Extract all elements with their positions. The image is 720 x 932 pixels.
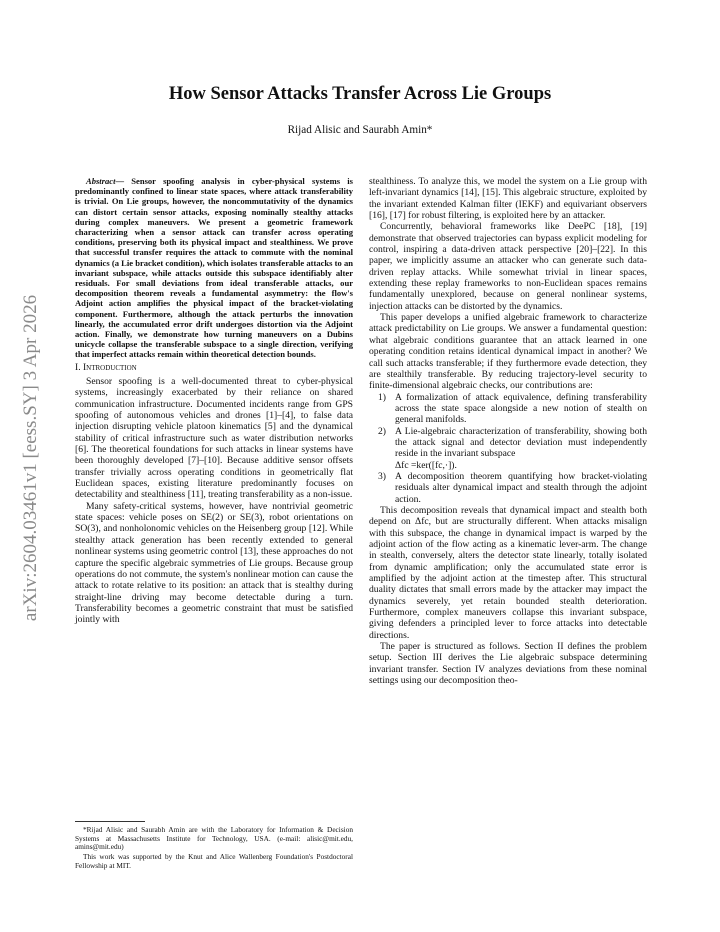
intro-paragraph: Sensor spoofing is a well-documented threat to cyber-physical systems, increasingly exacerbated by their reliance on shared communication infrastructure. Documented incidents range from GPS spoofing of autonomous vehicles and drones [1]–[4], to false data injection disrupting vehicle platoon kinematics [5] and the dynamical stability of critical infrastructure such as water distribution networks [6]. The theoretical foundations for such attacks in linear systems have been thoroughly developed [7]–[10]. Because additive sensor offsets transfer trivially across operating conditions in geometrically flat Euclidean spaces, existing literature predominantly focuses on detectability and stealthiness [11], treating transferability as a non-issue.	[75, 376, 353, 501]
contribution-text: A decomposition theorem quantifying how bracket-violating residuals alter dynamical impact and stealth through the adjoint action.	[395, 470, 647, 505]
body-paragraph: stealthiness. To analyze this, we model the system on a Lie group with left-invariant dynamics [14], [15]. This algebraic structure, exploited by the invariant extended Kalman filter (IEKF) and equivariant observers [16], [17] for robust filtering, is exploited here by an attacker.	[369, 176, 647, 222]
contribution-text: A Lie-algebraic characterization of transferability, showing both the attack signal and detector deviation must independently reside in the invariant subspace	[395, 425, 647, 460]
contribution-text: A formalization of attack equivalence, defining transferability across the state space alongside a new notion of stealth on general manifolds.	[395, 391, 647, 426]
body-paragraph: This decomposition reveals that dynamical impact and stealth both depend on Δfc, but are structurally different. When attacks misalign with this subspace, the change in dynamical impact is warped by the adjoint action of the flow acting as a kinematic lever-arm. The change in stealth, conversely, alters the detector state linearly, totally isolated from dynamic amplification; only the accumulated state error is amplified by the adjoint action at the timestep after. This structural duality dictates that small errors made by the attacker may impact the dynamics severely, yet retain bounded stealth deterioration. Furthermore, complex maneuvers collapse this invariant subspace, giving defenders a principled lever to force attacks into detectable directions.	[369, 504, 647, 641]
footnote-rule	[75, 821, 145, 822]
paper-title: How Sensor Attacks Transfer Across Lie Groups	[168, 84, 552, 104]
contribution-list	[369, 392, 647, 505]
body-paragraph: This paper develops a unified algebraic framework to characterize attack predictability on Lie groups. We answer a fundamental question: what algebraic conditions guarantee that an attack learned in one operating condition retains identical dynamical impact in another? We call such attacks transferable; if they furthermore evade detection, they are stealthily transferable. By reducing trajectory-level security to finite-dimensional algebraic checks, our contributions are:	[369, 312, 647, 392]
contribution-item	[369, 471, 647, 505]
intro-paragraph: Many safety-critical systems, however, have nontrivial geometric state spaces: vehicle poses on SE(2) or SE(3), robot orientations on SO(3), and nonholonomic vehicles on the Heisenberg group [12]. While stealthy attack generation has been recently extended to general nonlinear systems using geometric control [13], these approaches do not capture the specific algebraic symmetries of Lie groups. Because group operations do not commute, the system's nonlinear motion can cause the attack to rotate relative to its position: an attack that is stealthy during straight-line driving may become detectable during a turn. Transferability becomes a geometric constraint that must be satisfied jointly with	[75, 500, 353, 626]
abstract-text: — Sensor spoofing analysis in cyber-physical systems is predominantly confined to linear state spaces, where attack transferability is trivial. On Lie groups, however, the noncommutativity of the dynamics can distort certain sensor attacks, exposing nominally stealthy attacks during complex maneuvers. We present a geometric framework characterizing when a sensor attack can transfer across operating conditions, preserving both its physical impact and stealthiness. We prove that successful transfer requires the attack to commute with the nominal dynamics (a Lie bracket condition), which isolates transferable attacks to an invariant subspace, while attacks outside this subspace identifiably alter residuals. For small deviations from ideal transferable attacks, our decomposition theorem reveals a fundamental asymmetry: the flow's Adjoint action amplifies the physical impact of the bracket-violating component. Furthermore, although the attack perturbs the innovation linearly, the accumulated error drift undergoes distortion via the Adjoint action. Finally, we demonstrate how turning maneuvers on a Dubins unicycle collapse the transferable subspace to a single direction, verifying that imperfect attacks remain within theoretical detection bounds.	[75, 176, 353, 360]
arxiv-identifier: arXiv:2604.03461v1 [eess.SY] 3 Apr 2026	[20, 294, 41, 622]
footnote-affiliation: *Rijad Alisic and Saurabh Amin are with the Laboratory for Information & Decision Systems at Massachusetts Institute for Technology, USA. (e-mail: alisic@mit.edu, amins@mit.edu)	[75, 825, 353, 852]
footnotes	[75, 821, 353, 872]
contribution-number: 1)	[378, 391, 386, 403]
contribution-item	[369, 392, 647, 426]
paper-authors: Rijad Alisic and Saurabh Amin*	[287, 124, 433, 136]
abstract	[75, 176, 353, 360]
right-column	[369, 176, 647, 686]
body-paragraph: Concurrently, behavioral frameworks like DeePC [18], [19] demonstrate that observed trajectories can bypass explicit modeling for control, inspiring a data-driven attack perspective [20]–[22]. In this paper, we implicitly assume an attacker who can generate such data-driven replay attacks. While somewhat trivial in linear spaces, extending these replay frameworks to non-Euclidean spaces remains fundamentally unexplored, because on general nonlinear systems, injection attacks can be distorted by the dynamics.	[369, 221, 647, 312]
contribution-number: 3)	[378, 470, 386, 482]
contribution-math: Δfc =ker([fc,·]).	[395, 459, 457, 471]
section-heading-introduction: I. Introduction	[75, 361, 137, 373]
abstract-label: Abstract	[86, 176, 116, 186]
arxiv-side-stamp	[8, 258, 54, 658]
left-column	[75, 176, 353, 626]
contribution-number: 2)	[378, 425, 386, 437]
footnote-funding: This work was supported by the Knut and Alice Wallenberg Foundation's Postdoctoral Fellowship at MIT.	[75, 852, 353, 870]
body-paragraph: The paper is structured as follows. Section II defines the problem setup. Section III derives the Lie algebraic subspace determining invariant transfer. Section IV analyzes deviations from these nominal settings using our decomposition theo-	[369, 641, 647, 687]
contribution-item	[369, 426, 647, 471]
